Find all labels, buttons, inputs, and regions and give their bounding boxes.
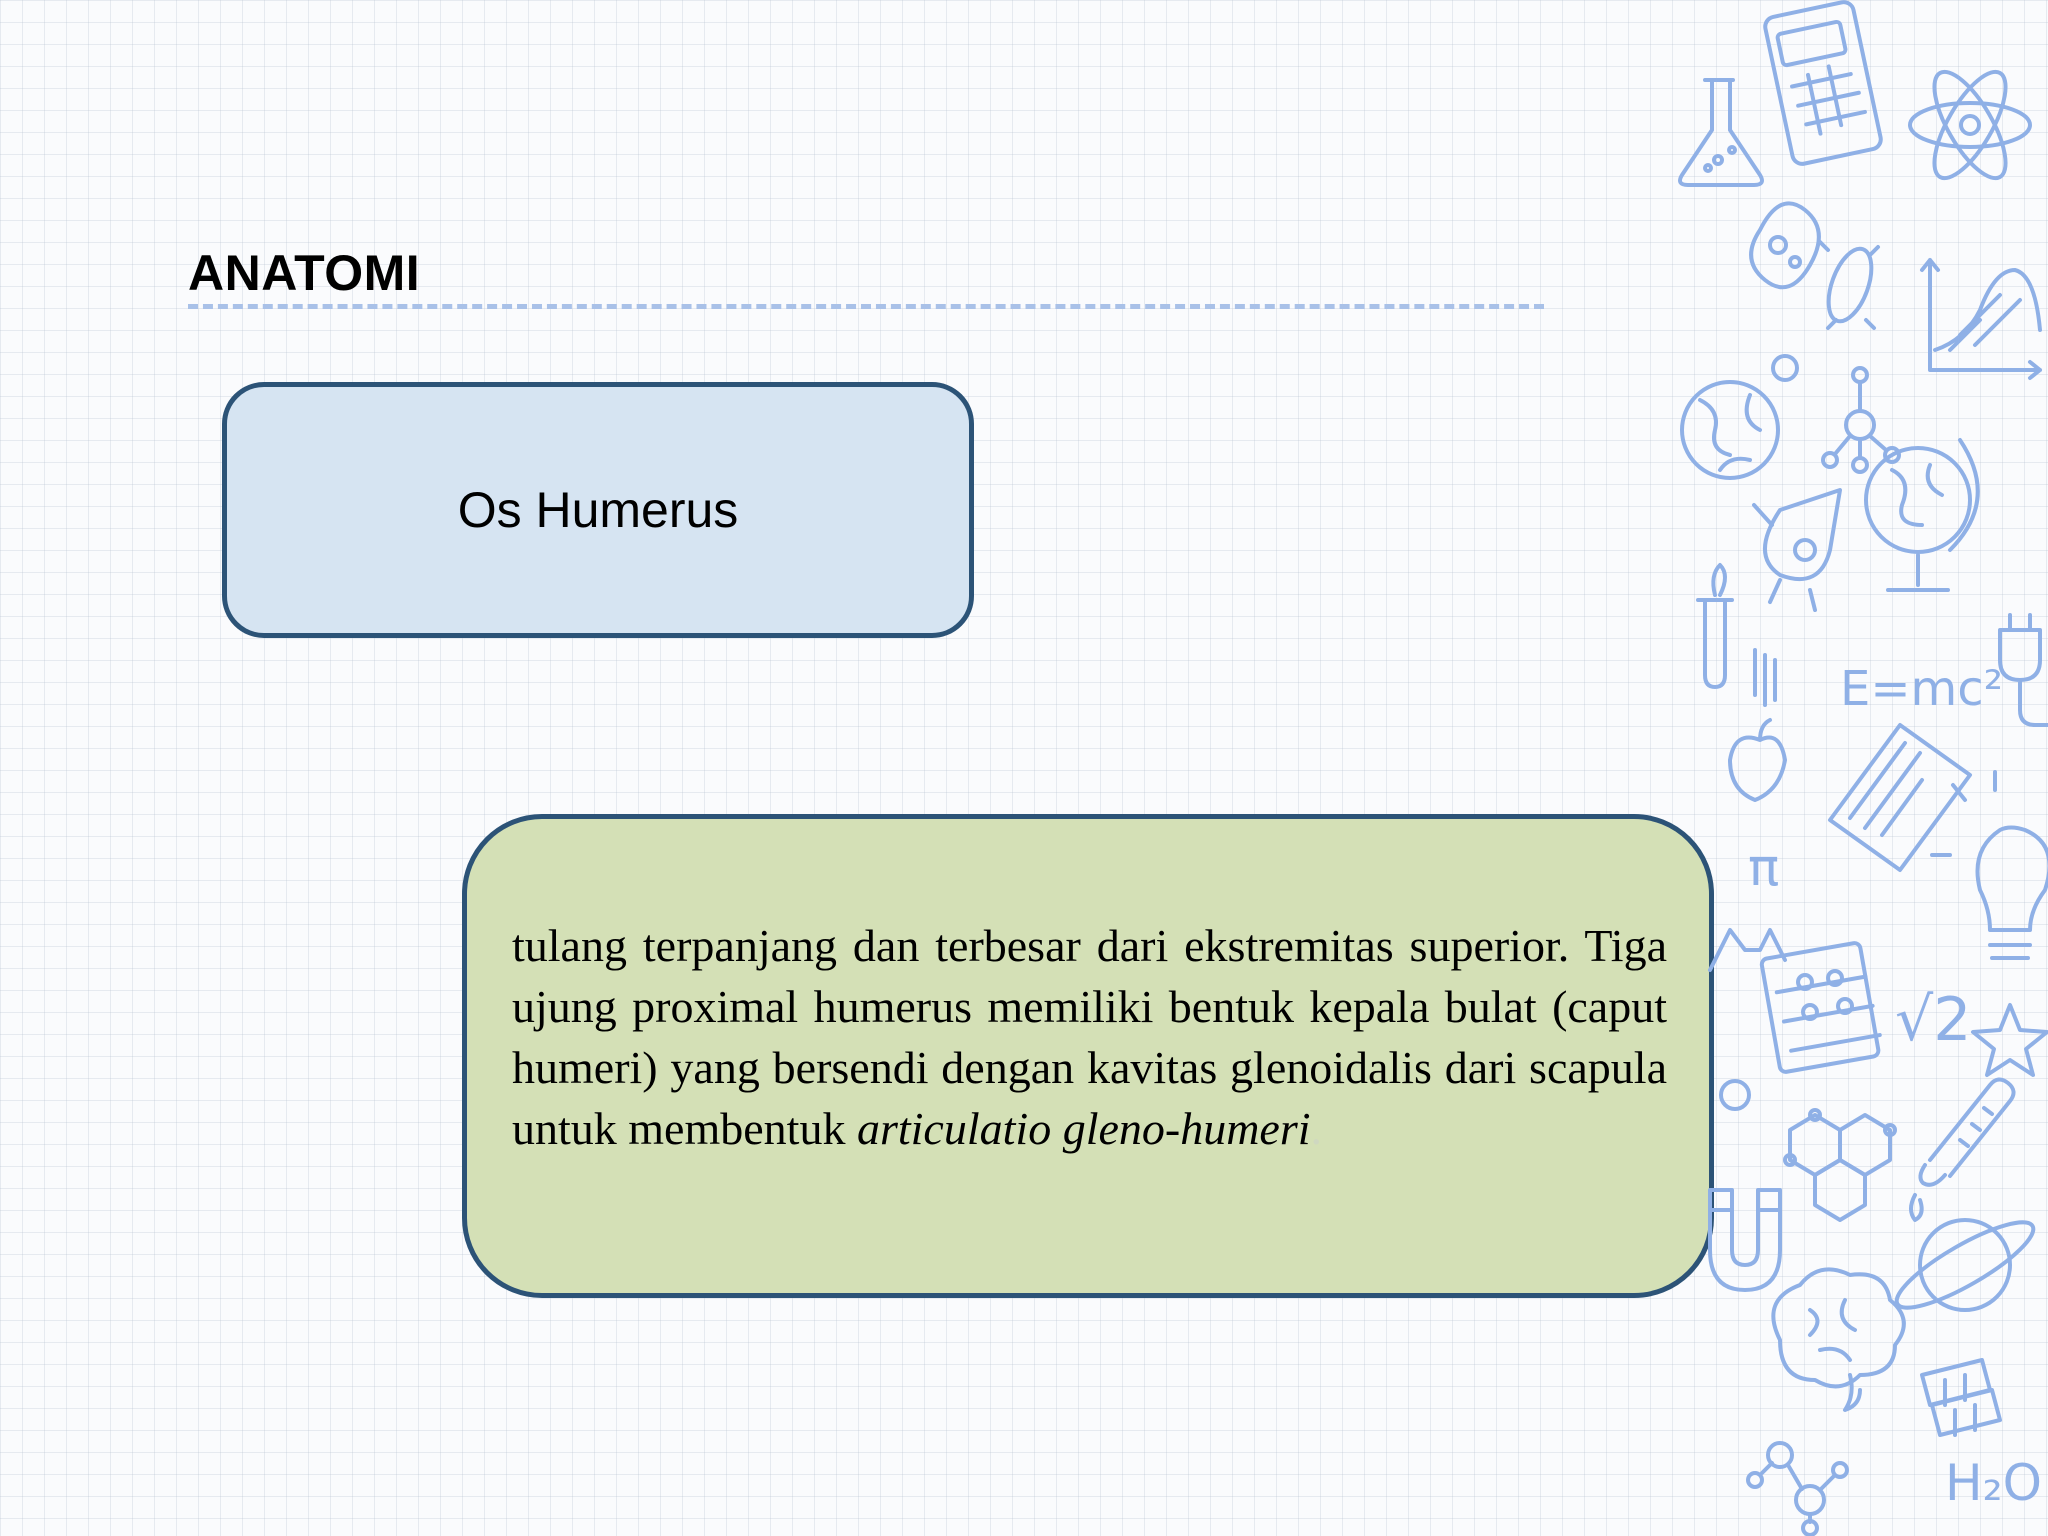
description-box <box>462 814 1714 1298</box>
globe-icon <box>1866 440 1978 590</box>
description-text <box>512 915 1667 1159</box>
term-box <box>222 382 974 638</box>
rocket-icon <box>1754 490 1840 610</box>
plug-icon <box>2000 615 2048 725</box>
term-label: Os Humerus <box>457 482 739 538</box>
star-icon <box>1973 1005 2047 1075</box>
magnet-icon <box>1710 1190 1780 1290</box>
brain-icon <box>1773 1269 1904 1410</box>
slide-title: ANATOMI <box>188 245 421 301</box>
hexagon-molecule-icon <box>1785 1110 1895 1220</box>
science-doodle-panel <box>1660 0 2048 1536</box>
planet-icon <box>1887 1209 2042 1322</box>
abacus-icon <box>1761 942 1880 1073</box>
formula-pi: π <box>1748 838 1780 898</box>
description-italic-term: articulatio gleno-humeri <box>856 1103 1311 1154</box>
apple-icon <box>1730 720 1785 800</box>
title-divider <box>188 304 1544 309</box>
bacteria-icon <box>1751 203 1880 328</box>
dna-icon <box>1922 1360 2000 1435</box>
graph-icon <box>1922 260 2040 378</box>
thermometer-icon <box>1911 1079 2014 1220</box>
book-icon <box>1830 725 1970 870</box>
globe-icon <box>1682 382 1778 478</box>
description-body: tulang terpanjang dan terbesar dari ekstremitas superior. Tiga ujung proximal humerus memiliki bentuk kepala bulat (caput humeri) yang bersendi dengan kavitas glenoidalis dari scapula untuk membentuk <box>512 920 1667 1154</box>
formula-water: H₂O <box>1945 1454 2042 1512</box>
formula-sqrt: √2 <box>1895 985 1972 1055</box>
molecule-icon <box>1748 1443 1847 1535</box>
description-ending: . <box>1310 1103 1323 1154</box>
test-tube-icon <box>1698 565 1732 687</box>
formula-energy: E=mc² <box>1840 661 2003 717</box>
flask-icon <box>1680 80 1762 185</box>
atom-icon <box>1910 62 2030 188</box>
calculator-icon <box>1763 0 1882 165</box>
